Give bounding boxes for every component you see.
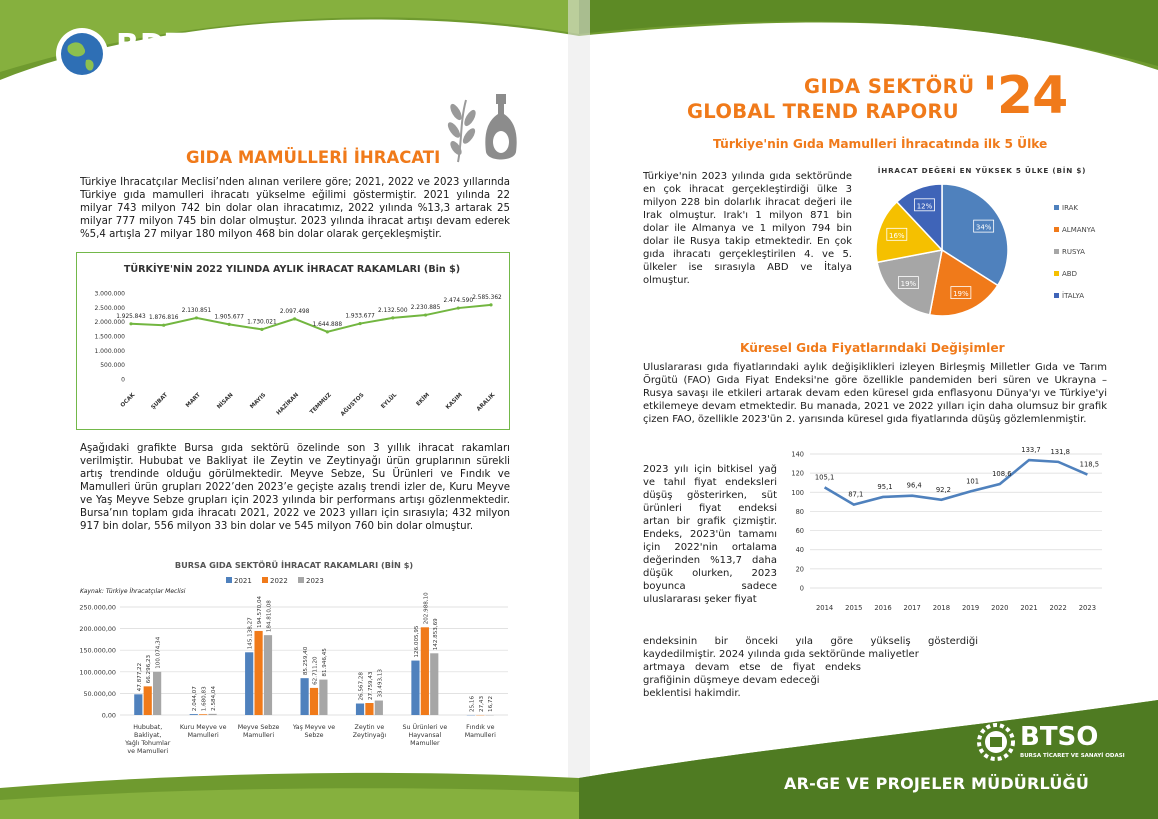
data-label: 1.644.888 xyxy=(312,321,343,328)
x-tick-label: Zeytinyağı xyxy=(352,732,387,739)
y-tick-label: 120 xyxy=(791,469,804,478)
data-label: 194.570,04 xyxy=(257,595,264,628)
legend-swatch xyxy=(1054,293,1059,298)
data-label: 33.493,13 xyxy=(377,669,384,698)
x-tick-label: 2023 xyxy=(1078,604,1097,612)
y-tick-label: 40 xyxy=(795,546,804,555)
closing-line-3: artmaya devam etse de fiyat endeks xyxy=(643,662,861,673)
x-tick-label: 2018 xyxy=(932,604,951,612)
x-tick-label: MART xyxy=(185,392,202,409)
x-tick-label: 2020 xyxy=(991,604,1009,612)
legend-label: 2021 xyxy=(234,577,252,585)
legend-swatch xyxy=(226,577,232,583)
bar xyxy=(153,672,161,715)
fao-index-svg xyxy=(784,446,1112,616)
bar xyxy=(190,714,198,715)
legend-swatch xyxy=(262,577,268,583)
top5-paragraph: Türkiye'nin 2023 yılında gıda sektöründe en çok ihracat gerçekleştirdiği ülke 3 milyon 228 bin dolarlık ihracat değeri ile Irak olmuştur. Irak'ı 1 milyon 871 bin dolar ile Almanya ve 1 milyon 794 bin dolar ile Rusya takip etmektedir. En çok gıda ihracatı gerçekleştirilen 4. ve 5. ülkeler ise sırasıyla ABD ve İtalya olmuştur. xyxy=(643,171,852,286)
bar xyxy=(301,678,309,715)
x-tick-label: ve Mamulleri xyxy=(127,748,169,755)
data-label: 62.711,20 xyxy=(312,656,319,685)
prices-paragraph: Uluslararası gıda fiyatlarındaki aylık değişiklikleri izleyen Birleşmiş Milletler Gıda ve Tarım Örgütü (FAO) Gıda Fiyat Endeksi'ne göre özellikle pandemiden beri süren ve Ukrayna – Rusya savaşı ile etkileri artarak devam eden küresel gıda enflasyonu Dünya'yı ve Türkiye'yi etkilemeye devam etmektedir. Bu manada, 2021 ve 2022 yılları için daha olumsuz bir grafik çizen FAO, özellikle 2023'ün 2. yarısında küresel gıda fiyatlarında düşüş gözlemlenmiştir. xyxy=(643,362,1107,425)
legend-label: İTALYA xyxy=(1062,292,1085,300)
pie-label: 16% xyxy=(889,231,905,240)
x-tick-label: 2016 xyxy=(874,604,892,612)
data-point xyxy=(162,324,165,327)
x-tick-label: Kuru Meyve ve xyxy=(179,724,227,731)
y-tick-label: 0 xyxy=(799,584,804,593)
pie-label: 12% xyxy=(916,202,933,211)
fao-index-chart xyxy=(784,446,1112,616)
data-label: 25,16 xyxy=(469,695,476,712)
y-tick-label: 100.000,00 xyxy=(79,668,116,677)
y-tick-label: 1.500.000 xyxy=(94,333,125,341)
data-label: 95,1 xyxy=(877,482,893,491)
data-label: 2.230.885 xyxy=(410,305,441,312)
data-label: 2.130.851 xyxy=(181,307,212,314)
prices-paragraph-2: 2023 yılı için bitkisel yağ ve tahıl fiyat endeksleri düşüş gösterirken, süt ürünleri fiyat endeksi artan bir grafik çizmiştir. Endeks, 2023'ün tamamı için 2022'nin ortalama değerinden %13,7 daha düşük olurken, 2023 boyunca sadece uluslararası şeker fiyat xyxy=(643,464,777,605)
page-heading: GIDA MAMÜLLERİ İHRACATI xyxy=(186,148,441,167)
monthly-export-chart xyxy=(76,252,510,430)
olive-bottle-icon xyxy=(444,92,524,166)
y-tick-label: 140 xyxy=(791,450,804,459)
data-label: 47.877,22 xyxy=(136,662,143,692)
data-label: 2.585.362 xyxy=(472,294,502,301)
x-tick-label: 2021 xyxy=(1020,604,1038,612)
bar xyxy=(365,703,373,715)
x-tick-label: 2015 xyxy=(845,604,863,612)
data-label: 1.680,83 xyxy=(201,686,208,712)
bar xyxy=(208,714,216,715)
btso-logo xyxy=(976,720,1146,766)
legend-swatch xyxy=(298,577,304,583)
closing-line-1: endeksinin bir önceki yıla göre yükseliş gösterdiği xyxy=(643,636,978,647)
data-label: 1.876.816 xyxy=(148,315,179,322)
data-label: 2.132.500 xyxy=(378,307,408,314)
globe-icon xyxy=(52,24,112,84)
data-label: 105,1 xyxy=(814,473,835,482)
data-label: 96,4 xyxy=(906,481,922,490)
data-label: 92,2 xyxy=(935,485,951,494)
pie-label: 34% xyxy=(975,223,992,232)
bar xyxy=(375,701,383,715)
data-label: 145.138,27 xyxy=(247,617,254,650)
data-label: 2.584,04 xyxy=(211,685,218,711)
bar xyxy=(356,704,364,715)
x-tick-label: AĞUSTOS xyxy=(339,392,366,418)
prices-heading: Küresel Gıda Fiyatlarındaki Değişimler xyxy=(740,341,1005,355)
y-tick-label: 500.000 xyxy=(100,362,125,370)
y-tick-label: 250.000,00 xyxy=(79,603,116,612)
data-point xyxy=(228,323,231,326)
top5-pie-svg xyxy=(858,156,1106,326)
btso-subtitle: BURSA TİCARET VE SANAYİ ODASI xyxy=(1020,753,1125,759)
x-tick-label: ARALIK xyxy=(475,392,497,413)
top5-pie-chart xyxy=(858,156,1106,326)
x-tick-label: KASIM xyxy=(445,392,464,411)
data-point xyxy=(489,303,492,306)
y-tick-label: 20 xyxy=(795,565,804,574)
x-tick-label: EYLÜL xyxy=(380,392,399,411)
x-tick-label: 2022 xyxy=(1049,604,1067,612)
data-label: 131,8 xyxy=(1050,447,1070,456)
legend-swatch xyxy=(1054,249,1059,254)
bar xyxy=(245,652,253,715)
data-label: 118,5 xyxy=(1079,460,1100,469)
data-label: 85.259,40 xyxy=(303,646,310,676)
data-label: 101 xyxy=(966,477,980,486)
y-tick-label: 200.000,00 xyxy=(79,625,116,634)
data-label: 27.759,43 xyxy=(367,671,374,701)
data-label: 126.005,95 xyxy=(413,625,420,658)
x-tick-label: Mamuller xyxy=(410,740,440,747)
bar xyxy=(430,653,438,715)
data-label: 1.730.021 xyxy=(247,319,277,326)
chart-title: TÜRKİYE'NİN 2022 YILINDA AYLIK İHRACAT RAKAMLARI (Bin $) xyxy=(123,264,461,275)
series-line xyxy=(825,460,1088,505)
x-tick-label: 2014 xyxy=(815,604,834,612)
x-tick-label: Yağlı Tohumlar xyxy=(125,740,171,747)
x-tick-label: Hububat, xyxy=(133,724,163,731)
top5-heading: Türkiye'nin Gıda Mamulleri İhracatında ilk 5 Ülke xyxy=(713,137,1048,151)
legend-swatch xyxy=(1054,227,1059,232)
x-tick-label: Bakliyat, xyxy=(134,732,162,739)
gear-icon xyxy=(976,722,1016,762)
legend-label: RUSYA xyxy=(1062,248,1085,256)
legend-label: IRAK xyxy=(1062,204,1079,212)
bar xyxy=(319,680,327,715)
data-point xyxy=(424,313,427,316)
btso-wordmark: BTSO xyxy=(1020,722,1099,752)
department-footer: AR-GE VE PROJELER MÜDÜRLÜĞÜ xyxy=(784,774,1090,793)
bursa-export-svg xyxy=(76,557,512,769)
x-tick-label: Mamulleri xyxy=(464,732,496,739)
bar xyxy=(134,694,142,715)
bursa-export-chart xyxy=(76,557,512,769)
bar xyxy=(264,635,272,715)
data-point xyxy=(195,316,198,319)
x-tick-label: Fındık ve xyxy=(466,724,495,731)
monthly-export-svg xyxy=(77,253,508,428)
y-tick-label: 3.000.000 xyxy=(94,290,125,298)
chart-title: İHRACAT DEĞERİ EN YÜKSEK 5 ÜLKE (BİN $) xyxy=(877,166,1087,175)
data-label: 27,43 xyxy=(478,695,485,712)
x-tick-label: ŞUBAT xyxy=(150,392,170,411)
intro-paragraph: Türkiye İhracatçılar Meclisi’nden alınan verilere göre; 2021, 2022 ve 2023 yıllarında Türkiye gıda mamulleri ihracatı yükselme eğilimi göstermiştir. 2021 yılında 22 milyar 743 milyon 742 bin dolar olan ihracatımız, 2022 yılında %13,3 artarak 25 milyar 777 milyon 745 bin dolar olmuştur. 2023 yılında ihracat artışı devam ederek %5,4 artışla 27 milyar 180 milyon 468 bin dolar olarak gerçekleşmiştir. xyxy=(80,177,510,240)
data-label: 202.988,10 xyxy=(423,592,430,625)
data-point xyxy=(129,322,132,325)
x-tick-label: TEMMUZ xyxy=(309,392,333,416)
data-label: 2.097.498 xyxy=(279,308,310,315)
data-label: 2.474.590 xyxy=(443,298,474,305)
x-tick-label: Mamulleri xyxy=(187,732,219,739)
data-point xyxy=(457,306,460,309)
data-point xyxy=(391,316,394,319)
data-point xyxy=(326,330,329,333)
closing-line-5: beklentisi hakimdir. xyxy=(643,688,741,699)
data-label: 108,6 xyxy=(992,470,1012,479)
data-label: 1.933.677 xyxy=(345,313,375,320)
y-tick-label: 1.000.000 xyxy=(94,347,125,355)
y-tick-label: 60 xyxy=(795,527,804,536)
data-label: 1.925.843 xyxy=(116,313,146,320)
x-tick-label: MAYIS xyxy=(249,392,268,411)
x-tick-label: NİSAN xyxy=(216,392,235,411)
chart-title: BURSA GIDA SEKTÖRÜ İHRACAT RAKAMLARI (BİN $) xyxy=(174,560,414,570)
y-tick-label: 50.000,00 xyxy=(83,689,116,698)
closing-line-2: kaydedilmiştir. 2024 yılında gıda sektöründe maliyetler xyxy=(643,649,919,660)
data-point xyxy=(358,322,361,325)
data-point xyxy=(293,317,296,320)
x-tick-label: Su Ürünleri ve xyxy=(402,724,448,731)
y-tick-label: 100 xyxy=(791,488,804,497)
data-label: 133,7 xyxy=(1021,446,1041,455)
x-tick-label: EKİM xyxy=(415,392,431,408)
source-note: Kaynak: Türkiye İhracatçılar Meclisi xyxy=(80,588,186,595)
legend-label: 2023 xyxy=(306,577,324,585)
bdtm-logo xyxy=(52,24,252,84)
bar xyxy=(411,661,419,715)
data-label: 142.853,69 xyxy=(432,618,439,651)
data-label: 26.567,28 xyxy=(358,672,365,701)
legend-label: ALMANYA xyxy=(1062,226,1096,234)
y-tick-label: 2.500.000 xyxy=(94,304,125,312)
bdtm-wordmark: BDTM xyxy=(116,28,219,63)
data-label: 87,1 xyxy=(848,490,864,499)
x-tick-label: OCAK xyxy=(119,392,137,409)
data-label: 2.044,07 xyxy=(192,686,199,712)
closing-line-4: grafiğinin düşmeye devam edeceği xyxy=(643,675,820,686)
y-tick-label: 150.000,00 xyxy=(79,646,116,655)
legend-label: ABD xyxy=(1062,270,1077,278)
data-label: 100.074,34 xyxy=(155,636,162,669)
bar xyxy=(144,686,152,715)
bdtm-subtitle: BURSA DIŞ TİCARET MERKEZİ xyxy=(118,64,226,72)
bar xyxy=(310,688,318,715)
bar xyxy=(199,714,207,715)
data-label: 16,72 xyxy=(488,695,495,712)
data-label: 81.946,45 xyxy=(321,648,328,677)
y-tick-label: 2.000.000 xyxy=(94,319,125,327)
pie-label: 19% xyxy=(900,280,917,289)
report-year: '24 xyxy=(982,66,1068,126)
x-tick-label: Sebze xyxy=(304,732,324,739)
x-tick-label: 2019 xyxy=(961,604,980,612)
body-paragraph: Aşağıdaki grafikte Bursa gıda sektörü özelinde son 3 yıllık ihracat rakamları verilmiştir. Hububat ve Bakliyat ile Zeytin ve Zeytinyağı ürün gruplarının sürekli artış trendinde olduğu görülmektedir. Meyve Sebze, Su Ürünleri ve Fındık ve Mamulleri ürün grupları 2022’den 2023’e geçişte azalış trendi izler de, Kuru Meyve ve Yaş Meyve Sebze grupları için 2023 yılında bir performans artışı gözlenmektedir. Bursa’nın toplam gıda ihracatı 2021, 2022 ve 2023 yılları için sırasıyla; 432 milyon 917 bin dolar, 556 milyon 33 bin dolar ve 545 milyon 760 bin dolar olmuştur. xyxy=(80,443,510,532)
x-tick-label: 2017 xyxy=(903,604,921,612)
report-title-line2: GLOBAL TREND RAPORU xyxy=(687,100,959,123)
x-tick-label: Meyve Sebze xyxy=(237,724,280,731)
report-title-line1: GIDA SEKTÖRÜ xyxy=(804,75,975,98)
x-tick-label: Mamulleri xyxy=(243,732,275,739)
x-tick-label: Hayvansal xyxy=(408,732,442,739)
legend-swatch xyxy=(1054,271,1059,276)
bar xyxy=(254,631,262,715)
legend-label: 2022 xyxy=(270,577,288,585)
y-tick-label: 0,00 xyxy=(101,711,116,720)
y-tick-label: 0 xyxy=(121,376,125,384)
data-label: 1.905.677 xyxy=(214,314,244,321)
legend-swatch xyxy=(1054,205,1059,210)
data-label: 184.810,08 xyxy=(266,600,273,633)
x-tick-label: Zeytin ve xyxy=(354,724,385,731)
x-tick-label: Yaş Meyve ve xyxy=(292,724,336,731)
data-label: 66.296,23 xyxy=(146,654,153,684)
y-tick-label: 80 xyxy=(795,507,804,516)
pie-label: 19% xyxy=(953,290,969,299)
data-point xyxy=(260,328,263,331)
bar xyxy=(421,627,429,715)
x-tick-label: HAZİRAN xyxy=(275,392,301,417)
